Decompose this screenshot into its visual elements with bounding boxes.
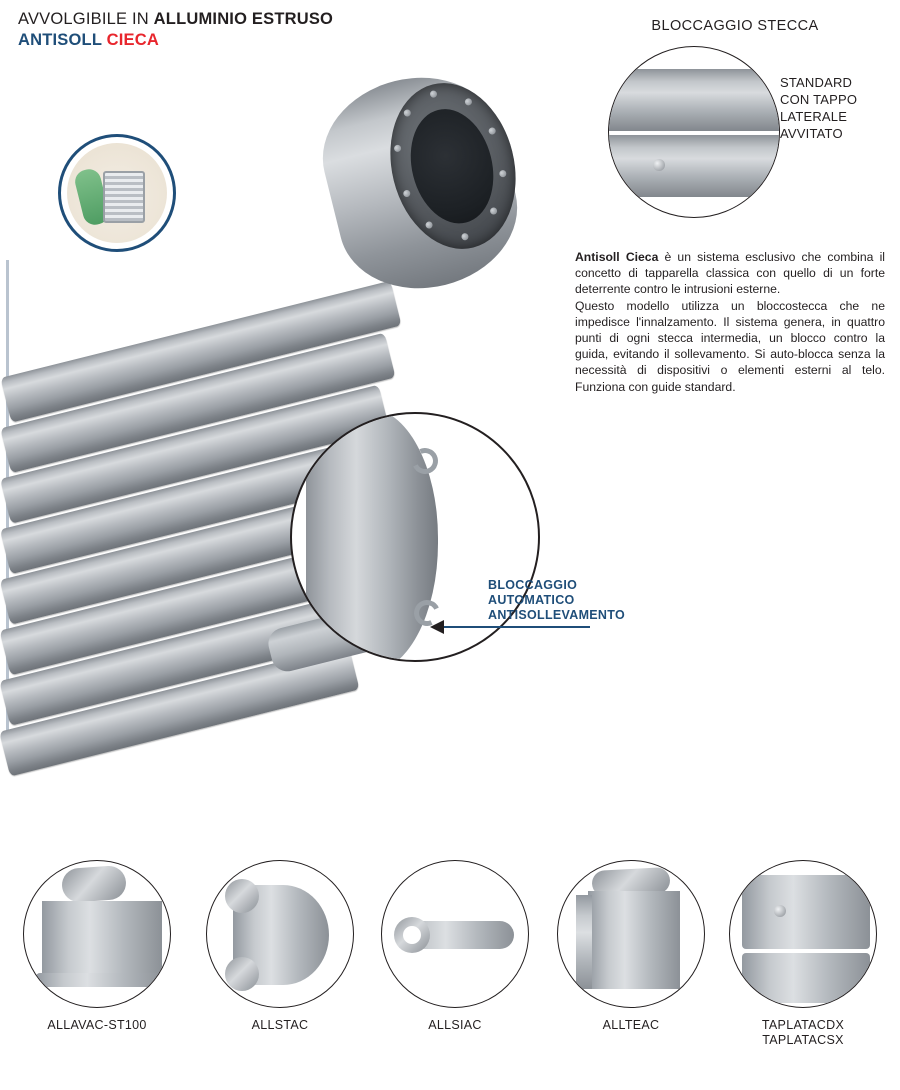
rivet-icon	[464, 98, 472, 106]
profile-thumbnail-allstac	[206, 860, 354, 1008]
detail-caption-line-4: AVVITATO	[780, 126, 843, 141]
rivet-icon	[425, 221, 433, 229]
profile-hook-inner-icon	[403, 926, 421, 944]
zoom-detail-antisollevamento	[290, 412, 540, 662]
profile-label	[22, 1018, 172, 1033]
profile-thumbnail-allavac	[23, 860, 171, 1008]
profile-label-text-secondary: TAPLATACSX	[762, 1033, 844, 1047]
detail-block	[575, 46, 885, 231]
profile-label	[728, 1018, 878, 1048]
callout-label-antisollevamento	[488, 578, 688, 623]
rivet-icon	[488, 127, 496, 135]
profile-thumbnail-taplatac	[729, 860, 877, 1008]
description-paragraph-1	[575, 249, 885, 298]
rivet-icon	[403, 189, 411, 197]
shutter-icon	[103, 171, 145, 223]
profile-item[interactable]	[556, 860, 706, 1033]
profile-label-text: TAPLATACDX	[761, 1018, 845, 1032]
profile-label-text: ALLSIAC	[428, 1018, 482, 1032]
page-subtitle	[18, 31, 538, 50]
profile-item[interactable]	[22, 860, 172, 1033]
profile-item[interactable]	[205, 860, 355, 1033]
profile-thumbnail-allsiac	[381, 860, 529, 1008]
profile-side	[576, 895, 592, 989]
page-header	[18, 10, 538, 50]
detail-caption-line-3: LATERALE	[780, 109, 848, 124]
profile-label-text: ALLAVAC-ST100	[47, 1018, 147, 1032]
profile-item[interactable]	[380, 860, 530, 1033]
title-emphasis: ALLUMINIO ESTRUSO	[153, 10, 334, 28]
rivet-icon	[429, 90, 437, 98]
detail-slat-upper	[608, 69, 780, 131]
subtitle-brand: ANTISOLL	[18, 31, 102, 49]
profile-edge	[36, 973, 164, 987]
profile-face	[588, 891, 680, 989]
description-paragraph-2: Questo modello utilizza un bloccostecca che ne impedisce l'innalzamento. Il sistema genera, in quattro punti di ogni stecca intermedia, un blocco contro la guida, evitando il sollevamento. Si auto-blocca senza la necessità di dispositivi o elementi esterni al telo. Funziona con guide standard.	[575, 298, 885, 394]
description-lead: Antisoll Cieca	[575, 250, 659, 264]
zoom-detail-bloccaggio-stecca	[608, 46, 780, 218]
profile-label-text: ALLSTAC	[251, 1018, 309, 1032]
detail-slat-lower	[608, 135, 780, 197]
profile-item[interactable]	[728, 860, 878, 1048]
rivet-icon	[489, 207, 497, 215]
profile-face	[742, 875, 870, 949]
profile-label-text: ALLTEAC	[602, 1018, 660, 1032]
title-prefix: AVVOLGIBILE IN	[18, 10, 154, 28]
profile-bead-icon	[61, 865, 127, 903]
detail-title: BLOCCAGGIO STECCA	[651, 18, 819, 34]
detail-caption-line-2: CON TAPPO	[780, 92, 858, 107]
callout-line-3: ANTISOLLEVAMENTO	[488, 608, 625, 622]
profile-hook-icon	[225, 879, 259, 913]
detail-caption-line-1: STANDARD	[780, 75, 853, 90]
roll-end-cap-inner	[399, 100, 505, 232]
callout-line-1: BLOCCAGGIO	[488, 578, 578, 592]
badge-background	[67, 143, 167, 243]
rivet-icon	[403, 109, 411, 117]
gloves-shutter-badge	[58, 134, 176, 252]
shutter-roll-graphic	[330, 60, 560, 350]
rivet-icon	[499, 169, 507, 177]
profile-label	[205, 1018, 355, 1033]
rivet-icon	[461, 232, 469, 240]
right-column	[575, 18, 885, 395]
subtitle-variant: CIECA	[106, 31, 159, 49]
profile-gallery	[0, 860, 900, 1075]
page-title	[18, 10, 538, 29]
callout-leader-line	[440, 626, 590, 628]
profile-thumbnail-allteac	[557, 860, 705, 1008]
description-block	[575, 249, 885, 395]
description-paragraph-1-text: è un sistema esclusivo che combina il concetto di tapparella classica con quello di un forte deterrente contro le intrusioni esterne.	[575, 250, 885, 297]
detail-caption	[780, 74, 900, 142]
profile-label	[556, 1018, 706, 1033]
screw-icon	[653, 159, 665, 171]
screw-icon	[774, 905, 786, 917]
profile-hook-icon	[225, 957, 259, 991]
profile-label	[380, 1018, 530, 1033]
profile-face-lower	[742, 953, 870, 1003]
callout-arrow-icon	[430, 620, 444, 634]
callout-line-2: AUTOMATICO	[488, 593, 575, 607]
rivet-icon	[393, 144, 401, 152]
